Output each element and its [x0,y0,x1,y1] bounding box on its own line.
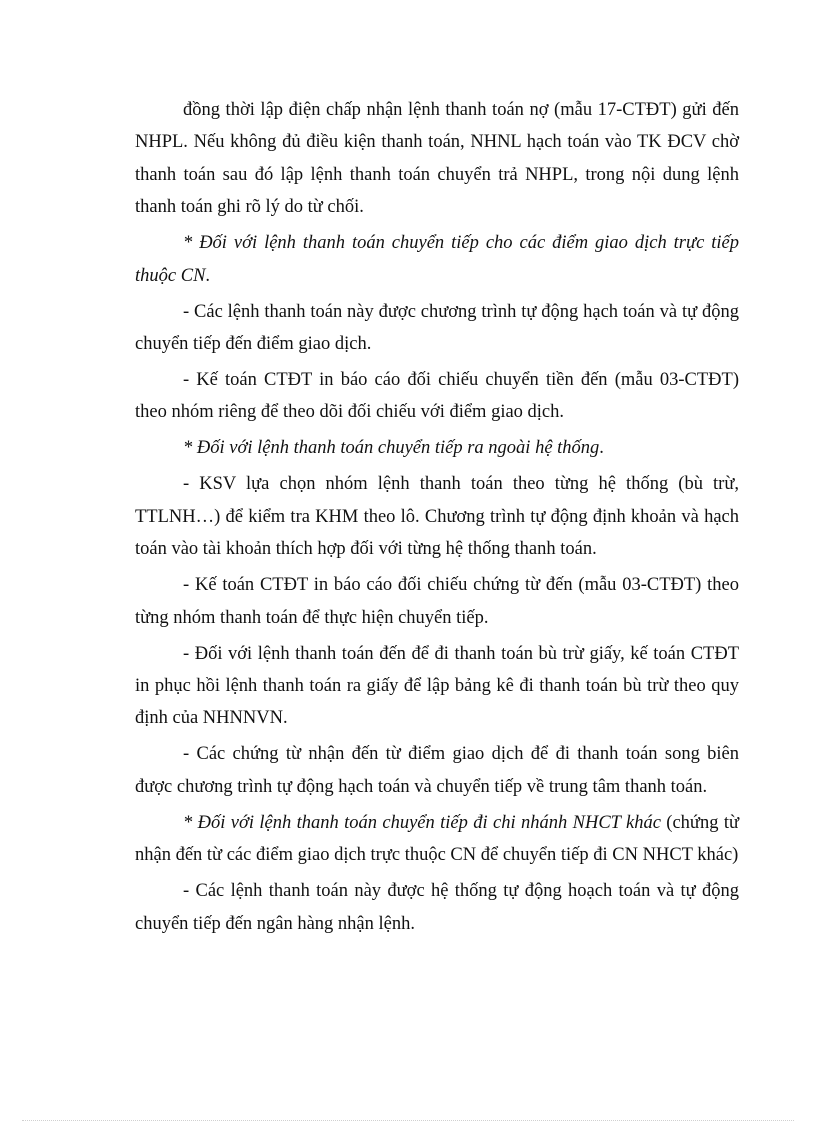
heading-trailing: (chứng từ nhận đến từ các điểm giao dịch trực thuộc CN để chuyển tiếp đi CN NHCT khác) [135,812,739,866]
heading-forward-outside-system [135,432,739,464]
paragraph-report-03: - Kế toán CTĐT in báo cáo đối chiếu chuyển tiền đến (mẫu 03-CTĐT) theo nhóm riêng để theo dõi đối chiếu với điểm giao dịch. [135,370,739,423]
heading-trailing: . [205,265,211,286]
paragraph-system-forwarding: - Các lệnh thanh toán này được hệ thống tự động hoạch toán và tự động chuyển tiếp đến ngân hàng nhận lệnh. [135,881,739,934]
heading-forward-other-branch [135,807,739,872]
heading-text: * Đối với lệnh thanh toán chuyển tiếp ra ngoài hệ thống [183,438,600,459]
heading-forward-to-branch-points [135,227,739,292]
heading-trailing: . [599,438,604,459]
heading-text: * Đối với lệnh thanh toán chuyển tiếp cho các điểm giao dịch trực tiếp thuộc CN [135,233,739,286]
paragraph-bilateral-payment: - Các chứng từ nhận đến từ điểm giao dịch để đi thanh toán song biên được chương trình tự động hạch toán và chuyển tiếp về trung tâm thanh toán. [135,744,739,797]
body-text [135,94,739,944]
paragraph-report-vouchers: - Kế toán CTĐT in báo cáo đối chiếu chứng từ đến (mẫu 03-CTĐT) theo từng nhóm thanh toán để thực hiện chuyển tiếp. [135,575,739,628]
page-bottom-divider [22,1120,794,1121]
paragraph-paper-clearing: - Đối với lệnh thanh toán đến để đi thanh toán bù trừ giấy, kế toán CTĐT in phục hồi lệnh thanh toán ra giấy để lập bảng kê đi thanh toán bù trừ theo quy định của NHNNVN. [135,643,739,729]
paragraph-continuation: đồng thời lập điện chấp nhận lệnh thanh toán nợ (mẫu 17-CTĐT) gửi đến NHPL. Nếu không đủ điều kiện thanh toán, NHNL hạch toán vào TK ĐCV chờ thanh toán sau đó lập lệnh thanh toán chuyển trả NHPL, trong nội dung lệnh thanh toán ghi rõ lý do từ chối. [135,100,739,218]
paragraph-auto-accounting: - Các lệnh thanh toán này được chương trình tự động hạch toán và tự động chuyển tiếp đến điểm giao dịch. [135,301,739,355]
heading-text: * Đối với lệnh thanh toán chuyển tiếp đi chi nhánh NHCT khác [183,812,661,833]
paragraph-ksv-selection: - KSV lựa chọn nhóm lệnh thanh toán theo từng hệ thống (bù trừ, TTLNH…) để kiểm tra KHM theo lô. Chương trình tự động định khoản và hạch toán vào tài khoản thích hợp đối với từng hệ thống thanh toán. [135,474,739,560]
